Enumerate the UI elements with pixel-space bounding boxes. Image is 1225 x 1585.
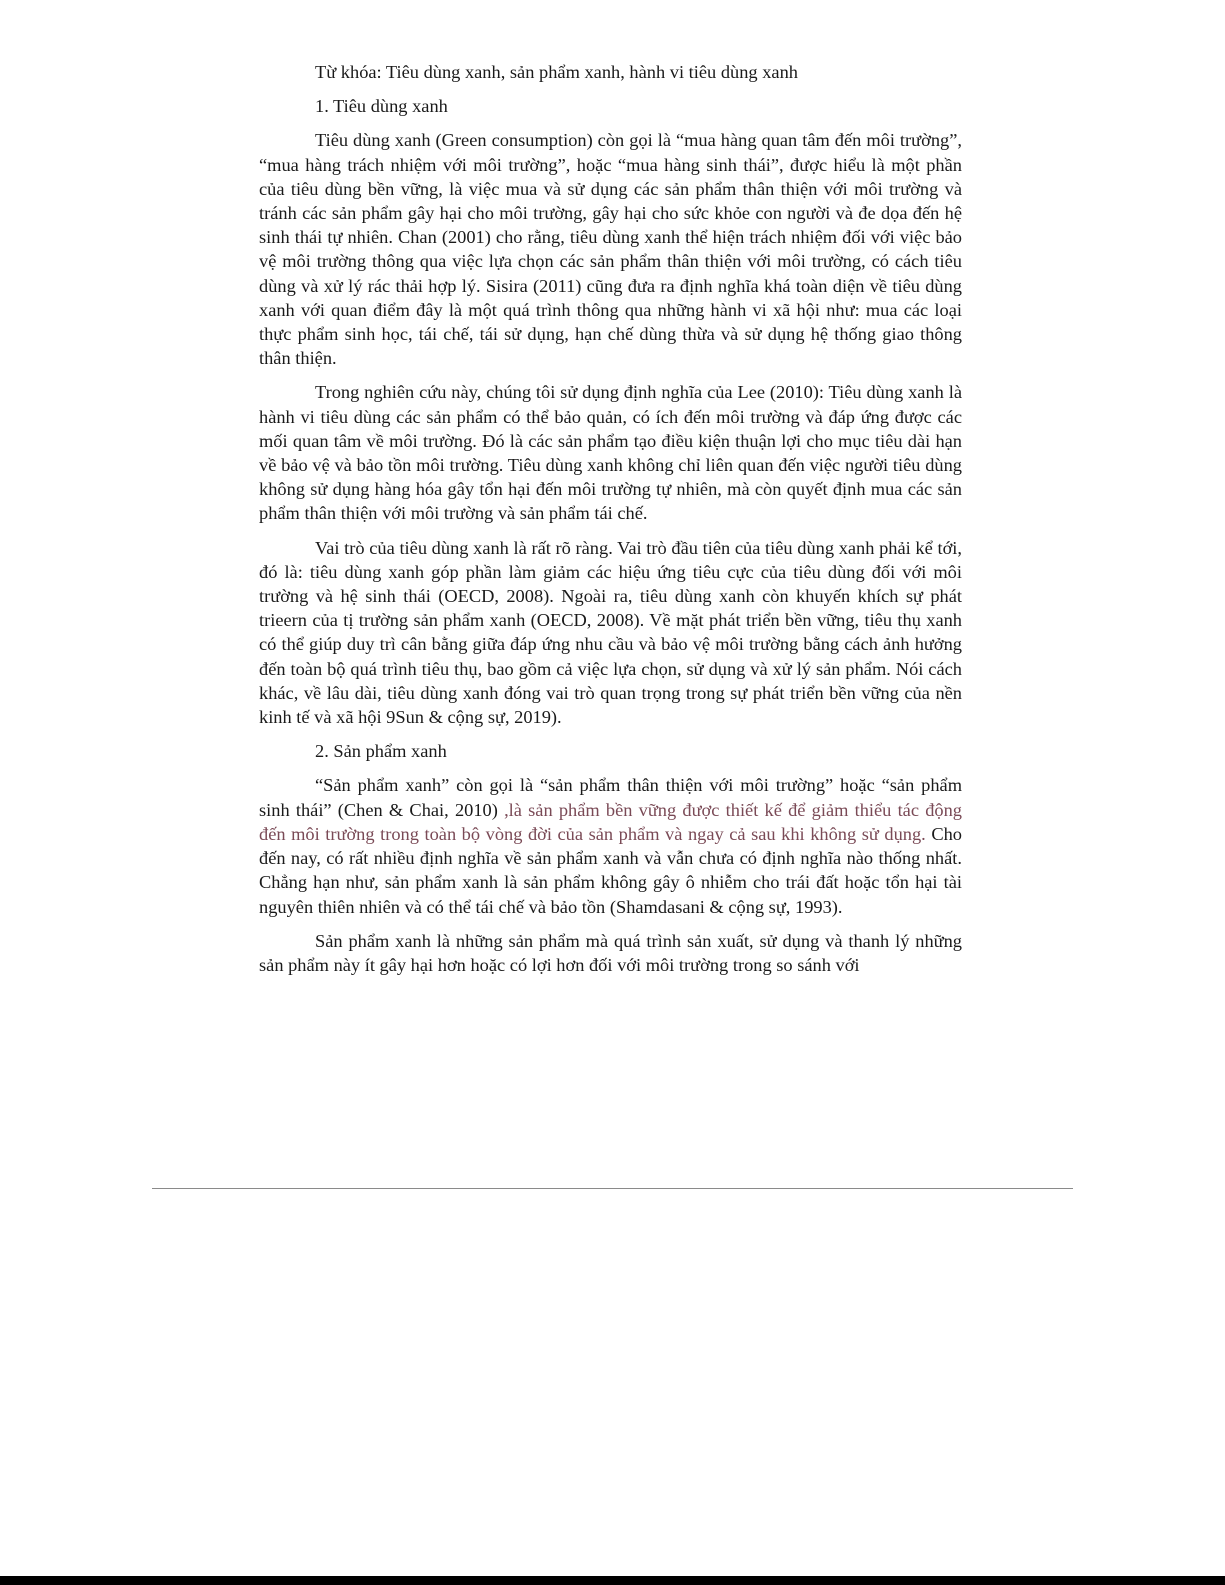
section-2-heading: 2. Sản phẩm xanh: [315, 741, 447, 762]
page-separator-line: [152, 1188, 1073, 1189]
section-1-paragraph-1: Tiêu dùng xanh (Green consumption) còn gọi là “mua hàng quan tâm đến môi trường”, “mua hàng trách nhiệm với môi trường”, hoặc “mua hàng sinh thái”, được hiểu là một phần của tiêu dùng bền vững, là việc mua và sử dụng các sản phẩm thân thiện với môi trường và tránh các sản phẩm gây hại cho môi trường, gây hại cho sức khỏe con người và đe dọa đến hệ sinh thái tự nhiên. Chan (2001) cho rằng, tiêu dùng xanh thể hiện trách nhiệm đối với việc bảo vệ môi trường thông qua việc lựa chọn các sản phẩm thân thiện với môi trường, có cách tiêu dùng và xử lý rác thải hợp lý. Sisira (2011) cũng đưa ra định nghĩa khá toàn diện về tiêu dùng xanh với quan điểm đây là một quá trình thông qua những hành vi xã hội như: mua các loại thực phẩm sinh học, tái chế, tái sử dụng, hạn chế dùng thừa và sử dụng hệ thống giao thông thân thiện.: [259, 130, 962, 369]
section-1-heading: 1. Tiêu dùng xanh: [315, 96, 448, 117]
section-1-paragraph-3: Vai trò của tiêu dùng xanh là rất rõ ràng. Vai trò đầu tiên của tiêu dùng xanh phải kể tới, đó là: tiêu dùng xanh góp phần làm giảm các hiệu ứng tiêu cực của tiêu dùng đối với môi trường và hệ sinh thái (OECD, 2008). Ngoài ra, tiêu dùng xanh còn khuyến khích sự phát trieern của tị trường sản phẩm xanh (OECD, 2008). Về mặt phát triển bền vững, tiêu thụ xanh có thể giúp duy trì cân bằng giữa đáp ứng nhu cầu và bảo vệ môi trường bằng cách ảnh hưởng đến toàn bộ quá trình tiêu thụ, bao gồm cả việc lựa chọn, sử dụng và xử lý sản phẩm. Nói cách khác, về lâu dài, tiêu dùng xanh đóng vai trò quan trọng trong sự phát triển bền vững của nền kinh tế và xã hội 9Sun & cộng sự, 2019).: [259, 537, 962, 728]
section-2-paragraph-2: Sản phẩm xanh là những sản phẩm mà quá trình sản xuất, sử dụng và thanh lý những sản phẩm này ít gây hại hơn hoặc có lợi hơn đối với môi trường trong so sánh với: [259, 930, 962, 975]
keywords-line: Từ khóa: Tiêu dùng xanh, sản phẩm xanh, hành vi tiêu dùng xanh: [315, 62, 798, 82]
section-2-paragraph-1-highlight: ,là sản phẩm bền vững được thiết kế để giảm thiểu tác động đến môi trường trong toàn bộ vòng đời của sản phẩm và ngay cả sau khi không sử dụng.: [259, 799, 962, 844]
section-2-paragraph-1-end: Cho đến nay, có rất nhiều định nghĩa về sản phẩm xanh và vẫn chưa có định nghĩa nào thống nhất. Chẳng hạn như, sản phẩm xanh là sản phẩm không gây ô nhiễm cho trái đất hoặc tổn hại tài nguyên thiên nhiên và có thể tái chế và bảo tồn (Shamdasani & cộng sự, 1993).: [259, 823, 962, 917]
section-1-paragraph-2: Trong nghiên cứu này, chúng tôi sử dụng định nghĩa của Lee (2010): Tiêu dùng xanh là hành vi tiêu dùng các sản phẩm có thể bảo quản, có ích đến môi trường và đáp ứng được các mối quan tâm về môi trường. Đó là các sản phẩm tạo điều kiện thuận lợi cho mục tiêu dài hạn về bảo vệ và bảo tồn môi trường. Tiêu dùng xanh không chỉ liên quan đến việc người tiêu dùng không sử dụng hàng hóa gây tổn hại đến môi trường tự nhiên, mà còn quyết định mua các sản phẩm thân thiện với môi trường và sản phẩm tái chế.: [259, 382, 962, 524]
document-page: [259, 60, 962, 987]
bottom-edge-bar: [0, 1576, 1225, 1585]
section-2-paragraph-1-start: “Sản phẩm xanh” còn gọi là “sản phẩm thân thiện với môi trường” hoặc “sản phẩm sinh thái” (Chen & Chai, 2010): [259, 775, 962, 820]
section-2-paragraph-1: [259, 773, 962, 918]
